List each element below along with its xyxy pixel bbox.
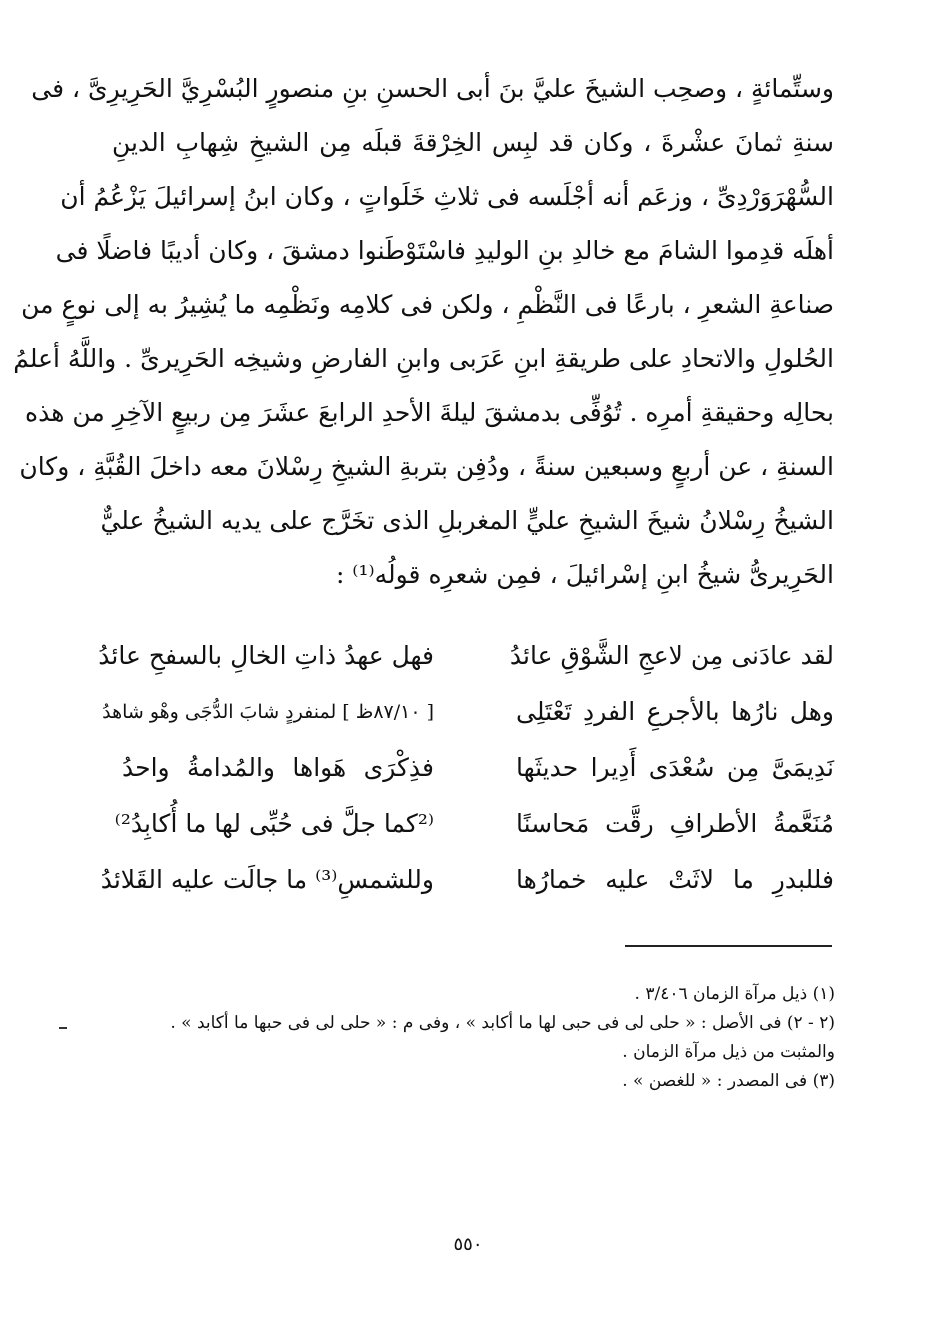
prose-line: صناعةِ الشعرِ ، بارعًا فى النَّظْمِ ، ولكن فى كلامِه ونَظْمِه ما يُشِيرُ به إلى نوعٍ من (21, 290, 834, 319)
first-hemistich: لقد عادَنى مِن لاعجِ الشَّوْقِ عائدُ (509, 641, 834, 670)
first-hemistich: نَدِيمَىَّ مِن سُعْدَى أَدِيرا حديثَها (516, 753, 834, 782)
footnote: والمثبت من ذيل مرآة الزمان . (622, 1042, 835, 1062)
poem-verse (100, 852, 834, 908)
prose-line: أهلَه قدِموا الشامَ مع خالدِ بنِ الوليدِ فاسْتَوْطَنوا دمشقَ ، وكان أديبًا فاضلًا فى (55, 236, 834, 265)
second-hemistich: [ ٨٧/١٠ظ ] لمنفردٍ شابَ الدُّجَى وهْو شاهدُ (102, 701, 434, 723)
prose-line: الحَرِيرىُّ شيخُ ابنِ إسْرائيلَ ، فمِن شعرِه قولُه⁽¹⁾ : (335, 560, 834, 589)
poem-verse (98, 628, 834, 684)
prose-line: الحُلولِ والاتحادِ على طريقةِ ابنِ عَرَبى وابنِ الفارضِ وشيخِه الحَرِيرىِّ . واللَّهُ أعلمُ (13, 344, 834, 373)
poem (98, 628, 834, 908)
prose-body (13, 62, 834, 602)
second-hemistich: ⁽²كما جلَّ فى حُبِّى لها ما أُكابِدُ²⁾ (114, 809, 434, 838)
second-hemistich: فهل عهدُ ذاتِ الخالِ بالسفحِ عائدُ (98, 641, 434, 670)
second-hemistich: وللشمسِ⁽³⁾ ما جالَت عليه القَلائدُ (100, 865, 434, 894)
poem-verse (112, 796, 834, 852)
prose-line: الشيخُ رِسْلانُ شيخَ الشيخِ عليٍّ المغربلِ الذى تخَرَّج على يديه الشيخُ عليٌّ (100, 506, 834, 535)
footnote: (٣) فى المصدر : « للغصن » . (622, 1071, 835, 1091)
prose-line: بحالِه وحقيقةِ أمرِه . تُوُفِّى بدمشقَ ليلةَ الأحدِ الرابعَ عشَرَ مِن ربيعٍ الآخِرِ من هذه (25, 398, 834, 427)
prose-line: السُّهْرَوَرْدِىِّ ، وزعَم أنه أجْلَسه فى ثلاثِ خَلَواتٍ ، وكان ابنُ إسرائيلَ يَزْعُمُ أن (60, 182, 834, 211)
footnote: (١) ذيل مرآة الزمان ٣/٤٠٦ . (634, 984, 835, 1004)
poem-verse (102, 684, 834, 740)
prose-line: سنةِ ثمانَ عشْرةَ ، وكان قد لبِس الخِرْقةَ قبلَه مِن الشيخِ شِهابِ الدينِ (112, 128, 834, 157)
prose-line: السنةِ ، عن أربعٍ وسبعين سنةً ، ودُفِن بتربةِ الشيخِ رِسْلانَ معه داخلَ القُبَّةِ ، وكان (19, 452, 834, 481)
first-hemistich: وهل نارُها بالأجرعِ الفردِ تَعْتَلِى (516, 697, 834, 726)
footnote: (٢ - ٢) فى الأصل : « حلى لى فى حبى لها ما أكابد » ، وفى م : « حلى لى فى حبها ما أكابد » . (170, 1013, 835, 1033)
first-hemistich: فللبدرِ ما لاثَتْ عليه خمارُها (516, 865, 834, 894)
prose-line: وستِّمائةٍ ، وصحِب الشيخَ عليَّ بنَ أبى الحسنِ بنِ منصورٍ البُسْرِيَّ الحَرِيرِىَّ ، فى (31, 74, 834, 103)
poem-verse (112, 740, 834, 796)
margin-mark (59, 1027, 67, 1029)
footnotes (100, 980, 835, 1096)
first-hemistich: مُنَعَّمةُ الأطرافِ رقَّت مَحاسنًا (516, 809, 834, 838)
footnote-divider (625, 945, 832, 947)
page-number: ٥٥٠ (453, 1234, 483, 1255)
second-hemistich: فذِكْرَى هَواها والمُدامةُ واحدُ (122, 753, 434, 782)
